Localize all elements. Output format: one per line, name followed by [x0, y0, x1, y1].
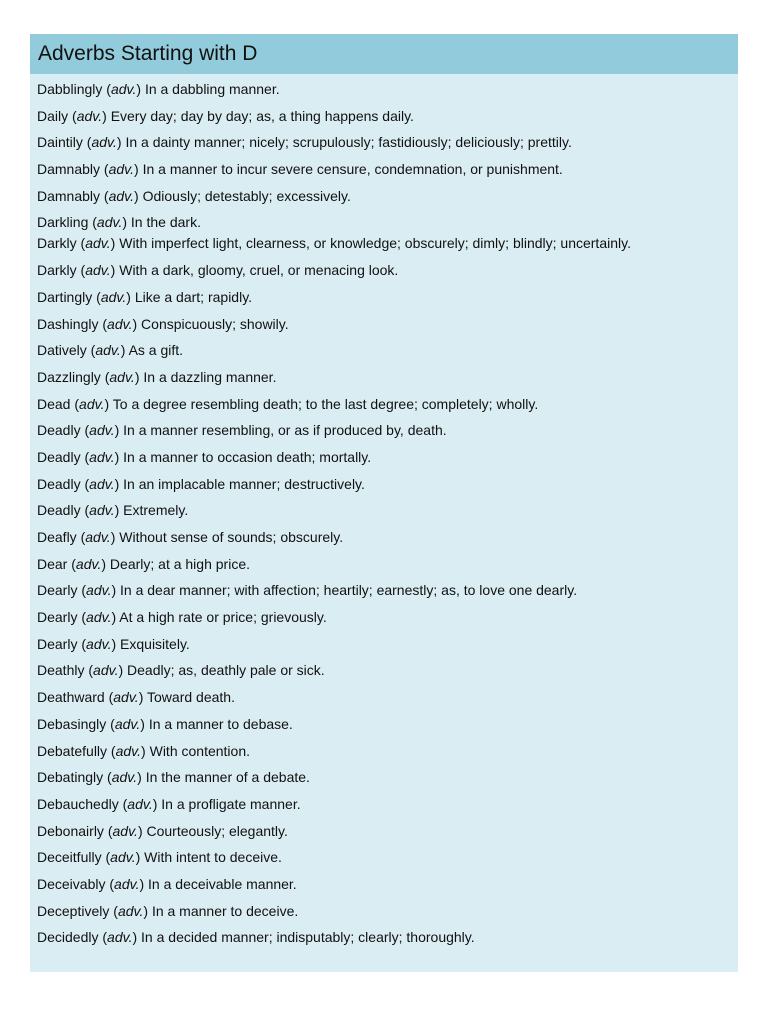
list-item: Decidedly (adv.) In a decided manner; indisputably; clearly; thoroughly.	[37, 929, 475, 946]
entry-part-of-speech: adv.	[108, 161, 135, 178]
entry-word: Darkly	[37, 262, 77, 279]
entry-definition: In a decided manner; indisputably; clearly; thoroughly.	[141, 929, 475, 946]
entry-word: Dearly	[37, 582, 78, 599]
entry-part-of-speech: adv.	[86, 582, 112, 599]
list-item: Dead (adv.) To a degree resembling death; to the last degree; completely; wholly.	[37, 395, 539, 412]
entry-word: Dear	[37, 555, 68, 572]
entry-definition: Toward death.	[147, 689, 235, 706]
entry-definition: In a manner to incur severe censure, condemnation, or punishment.	[142, 161, 563, 178]
entry-word: Deafly	[37, 529, 77, 545]
entry-word: Dearly	[37, 609, 78, 626]
entry-part-of-speech: adv.	[89, 422, 115, 439]
entry-definition: Without sense of sounds; obscurely.	[119, 529, 344, 545]
entry-definition: Courteously; elegantly.	[146, 822, 288, 839]
entry-part-of-speech: adv.	[117, 902, 144, 919]
entry-definition: In the manner of a debate.	[145, 769, 310, 786]
entry-part-of-speech: adv.	[108, 187, 135, 204]
entry-part-of-speech: adv.	[95, 342, 121, 359]
entry-part-of-speech: adv.	[112, 822, 138, 839]
list-item: Daily (adv.) Every day; day by day; as, a thing happens daily.	[37, 107, 414, 124]
list-item: Damnably (adv.) Odiously; detestably; excessively.	[37, 187, 351, 204]
entry-definition: Exquisitely.	[120, 635, 190, 652]
list-item: Damnably (adv.) In a manner to incur severe censure, condemnation, or punishment.	[37, 161, 563, 178]
list-item: Deceptively (adv.) In a manner to deceive.	[37, 902, 299, 919]
entry-definition: Deadly; as, deathly pale or sick.	[127, 662, 325, 679]
entry-word: Deadly	[37, 422, 81, 439]
entry-word: Damnably	[37, 187, 101, 204]
entry-word: Debonairly	[37, 822, 104, 839]
entry-word: Dartingly	[37, 288, 93, 305]
entry-word: Deathly	[37, 662, 85, 679]
entry-word: Dashingly	[37, 315, 99, 332]
list-item: Dear (adv.) Dearly; at a high price.	[37, 555, 250, 572]
entry-definition: Conspicuously; showily.	[141, 315, 289, 332]
entry-word: Deceitfully	[37, 849, 102, 866]
list-item: Deceitfully (adv.) With intent to deceive.	[37, 849, 282, 866]
list-item: Darkly (adv.) With a dark, gloomy, cruel, or menacing look.	[37, 262, 399, 279]
entry-word: Dazzlingly	[37, 368, 101, 385]
entry-word: Debasingly	[37, 715, 107, 732]
entry-definition: With imperfect light, clearness, or knowledge; obscurely; dimly; blindly; uncertainly.	[119, 235, 631, 252]
entry-word: Debauchedly	[37, 795, 119, 812]
page-title: Adverbs Starting with D	[30, 34, 738, 74]
entry-definition: In a manner to debase.	[148, 715, 293, 732]
list-item: Debonairly (adv.) Courteously; elegantly.	[37, 822, 288, 839]
entry-part-of-speech: adv.	[114, 715, 141, 732]
list-item: Dearly (adv.) In a dear manner; with affection; heartily; earnestly; as, to love one dearly.	[37, 582, 578, 599]
entry-word: Daintily	[37, 134, 83, 151]
entry-word: Dabblingly	[37, 81, 103, 97]
entry-word: Decidedly	[37, 929, 99, 946]
entry-definition: In the dark.	[130, 214, 201, 231]
document-panel	[30, 34, 738, 972]
list-item: Debauchedly (adv.) In a profligate manner.	[37, 795, 301, 812]
entry-part-of-speech: adv.	[86, 635, 112, 652]
entry-word: Daily	[37, 107, 69, 124]
list-item: Dabblingly (adv.) In a dabbling manner.	[37, 81, 280, 97]
entry-definition: In a manner to deceive.	[151, 902, 299, 919]
list-item: Deathly (adv.) Deadly; as, deathly pale or sick.	[37, 662, 325, 679]
list-item: Dazzlingly (adv.) In a dazzling manner.	[37, 368, 277, 385]
list-item: Deceivably (adv.) In a deceivable manner.	[37, 875, 297, 892]
entry-word: Deceivably	[37, 875, 106, 892]
entry-definition: In a deceivable manner.	[148, 875, 297, 892]
list-item: Deadly (adv.) Extremely.	[37, 502, 189, 519]
entry-definition: With intent to deceive.	[144, 849, 282, 866]
entry-word: Deadly	[37, 475, 81, 492]
entry-list	[30, 79, 738, 948]
entry-word: Darkly	[37, 235, 77, 252]
entry-part-of-speech: adv.	[89, 475, 115, 492]
entry-part-of-speech: adv.	[93, 662, 119, 679]
entry-definition: Odiously; detestably; excessively.	[142, 187, 351, 204]
entry-part-of-speech: adv.	[85, 235, 111, 252]
entry-definition: In an implacable manner; destructively.	[123, 475, 365, 492]
list-item: Debatingly (adv.) In the manner of a debate.	[37, 769, 310, 786]
list-item: Dartingly (adv.) Like a dart; rapidly.	[37, 288, 253, 305]
entry-word: Datively	[37, 342, 87, 359]
entry-definition: Dearly; at a high price.	[109, 555, 250, 572]
entry-part-of-speech: adv.	[96, 214, 123, 231]
list-item: Dearly (adv.) At a high rate or price; grievously.	[37, 609, 327, 626]
entry-part-of-speech: adv.	[109, 368, 135, 385]
list-item: Deathward (adv.) Toward death.	[37, 689, 235, 706]
entry-definition: In a dazzling manner.	[143, 368, 277, 385]
list-item: Deadly (adv.) In an implacable manner; destructively.	[37, 475, 365, 492]
list-item: Darkly (adv.) With imperfect light, clearness, or knowledge; obscurely; dimly; blindly; uncertainly.	[37, 235, 631, 252]
list-item: Daintily (adv.) In a dainty manner; nicely; scrupulously; fastidiously; deliciously; prettily.	[37, 134, 572, 151]
entry-definition: Extremely.	[123, 502, 189, 519]
entry-definition: In a manner to occasion death; mortally.	[123, 448, 372, 465]
entry-word: Debatingly	[37, 769, 104, 786]
entry-definition: With contention.	[149, 742, 250, 759]
entry-part-of-speech: adv.	[85, 529, 111, 545]
list-item: Debatefully (adv.) With contention.	[37, 742, 250, 759]
entry-part-of-speech: adv.	[127, 795, 153, 812]
entry-definition: Like a dart; rapidly.	[134, 288, 253, 305]
entry-part-of-speech: adv.	[110, 81, 137, 97]
entry-word: Deathward	[37, 689, 105, 706]
list-item: Deadly (adv.) In a manner to occasion death; mortally.	[37, 448, 372, 465]
entry-part-of-speech: adv.	[113, 689, 139, 706]
entry-word: Debatefully	[37, 742, 108, 759]
entry-part-of-speech: adv.	[79, 395, 105, 412]
entry-part-of-speech: adv.	[111, 769, 138, 786]
entry-part-of-speech: adv.	[86, 609, 112, 626]
entry-definition: In a dainty manner; nicely; scrupulously; fastidiously; deliciously; prettily.	[125, 134, 572, 151]
entry-part-of-speech: adv.	[75, 555, 102, 572]
entry-part-of-speech: adv.	[107, 315, 133, 332]
list-item: Dearly (adv.) Exquisitely.	[37, 635, 190, 652]
entry-definition: With a dark, gloomy, cruel, or menacing look.	[119, 262, 399, 279]
entry-word: Dead	[37, 395, 71, 412]
entry-part-of-speech: adv.	[107, 929, 133, 946]
entry-part-of-speech: adv.	[76, 107, 103, 124]
entry-part-of-speech: adv.	[91, 134, 117, 151]
entry-definition: As a gift.	[128, 342, 184, 359]
entry-word: Deceptively	[37, 902, 110, 919]
entry-definition: To a degree resembling death; to the last degree; completely; wholly.	[112, 395, 539, 412]
entry-part-of-speech: adv.	[85, 262, 111, 279]
list-item: Debasingly (adv.) In a manner to debase.	[37, 715, 293, 732]
entry-part-of-speech: adv.	[114, 875, 140, 892]
entry-definition: At a high rate or price; grievously.	[119, 609, 327, 626]
entry-part-of-speech: adv.	[100, 288, 127, 305]
entry-definition: In a dabbling manner.	[144, 81, 280, 97]
entry-word: Deadly	[37, 502, 81, 519]
entry-word: Dearly	[37, 635, 78, 652]
list-item: Dashingly (adv.) Conspicuously; showily.	[37, 315, 289, 332]
list-item: Datively (adv.) As a gift.	[37, 342, 184, 359]
entry-word: Deadly	[37, 448, 81, 465]
entry-part-of-speech: adv.	[110, 849, 136, 866]
entry-definition: In a profligate manner.	[161, 795, 301, 812]
entry-definition: In a dear manner; with affection; heartily; earnestly; as, to love one dearly.	[120, 582, 578, 599]
entry-word: Damnably	[37, 161, 101, 178]
entry-part-of-speech: adv.	[89, 502, 115, 519]
entry-word: Darkling	[37, 214, 89, 231]
entry-definition: Every day; day by day; as, a thing happens daily.	[110, 107, 414, 124]
list-item: Deadly (adv.) In a manner resembling, or as if produced by, death.	[37, 422, 447, 439]
list-item: Darkling (adv.) In the dark.	[37, 214, 201, 231]
entry-part-of-speech: adv.	[115, 742, 142, 759]
entry-part-of-speech: adv.	[89, 448, 115, 465]
list-item: Deafly (adv.) Without sense of sounds; obscurely.	[37, 529, 344, 545]
entry-definition: In a manner resembling, or as if produced by, death.	[123, 422, 447, 439]
